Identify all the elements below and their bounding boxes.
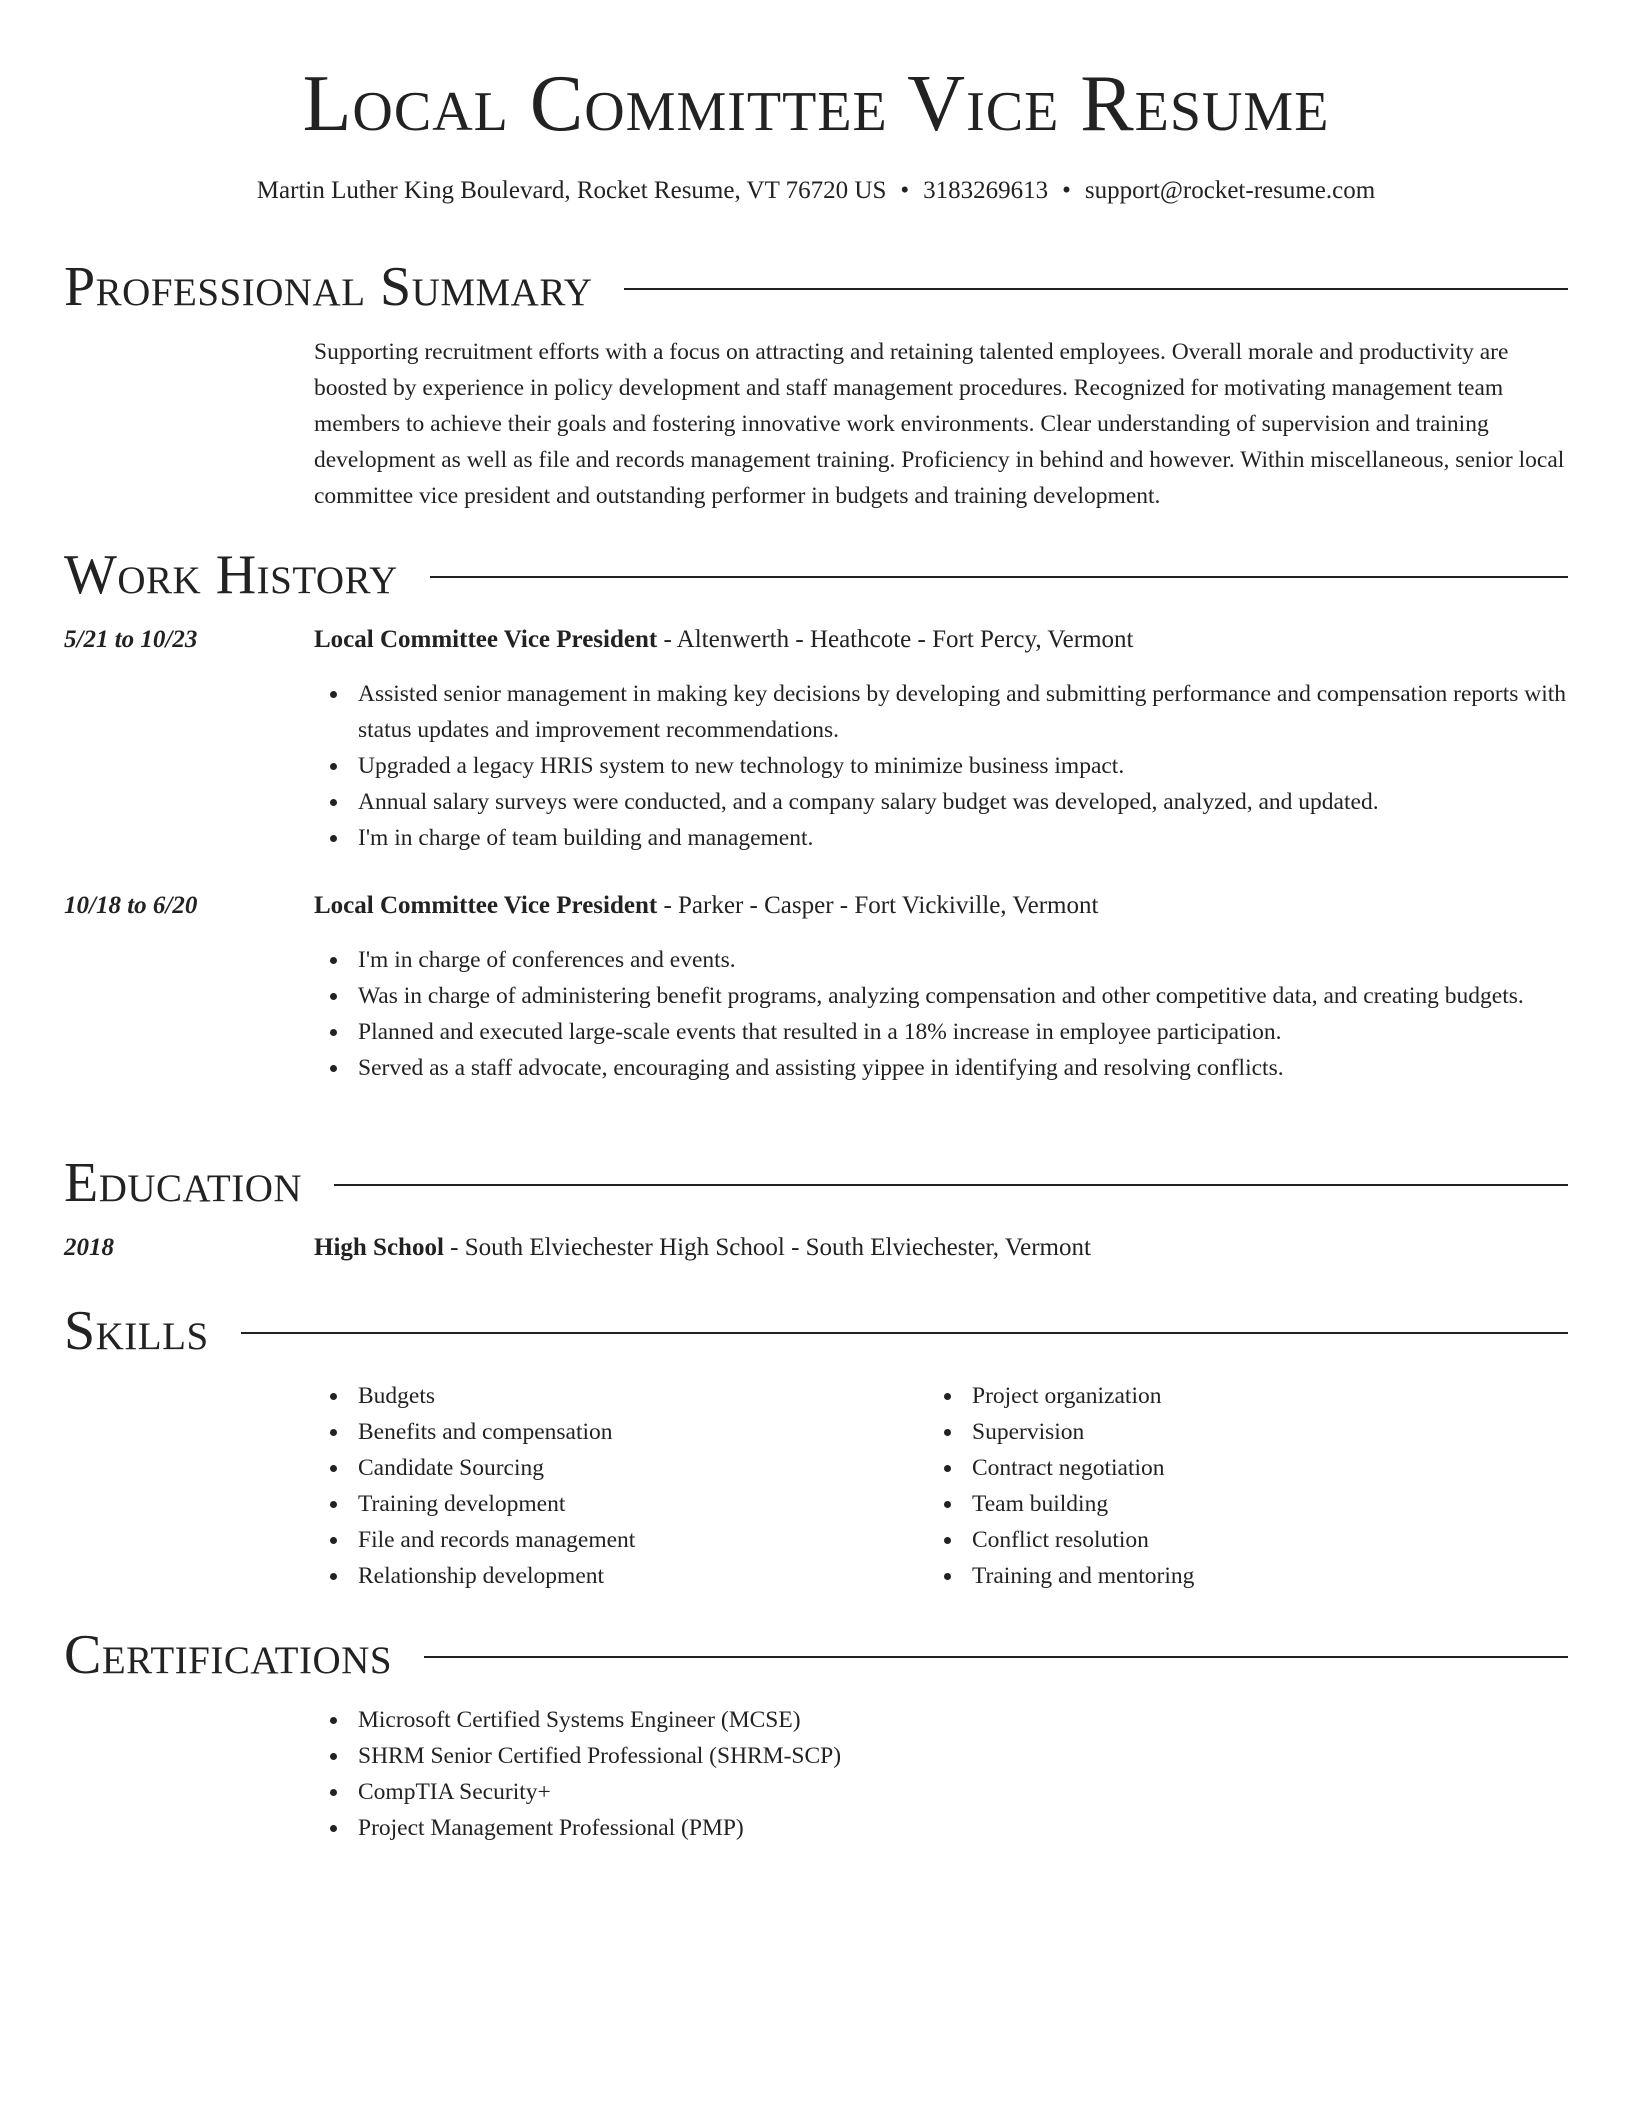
section-divider	[624, 288, 1568, 290]
certification-item: SHRM Senior Certified Professional (SHRM-SCP)	[314, 1738, 1568, 1774]
certification-item: Microsoft Certified Systems Engineer (MCSE)	[314, 1702, 1568, 1738]
resume-title: Local Committee Vice Resume	[302, 60, 1330, 148]
skill-item: Benefits and compensation	[314, 1414, 914, 1450]
contact-email: support@rocket-resume.com	[1084, 177, 1376, 204]
skill-item: File and records management	[314, 1522, 914, 1558]
section-divider	[430, 576, 1568, 578]
section-title-certifications: Certifications	[64, 1624, 393, 1686]
section-title-work: Work History	[64, 544, 398, 606]
contact-separator: •	[1062, 177, 1071, 204]
education-details: - South Elviechester High School - South Elviechester, Vermont	[443, 1234, 1091, 1261]
job-bullet: Served as a staff advocate, encouraging and assisting yippee in identifying and resolving conflicts.	[314, 1050, 1568, 1086]
job-details: - Parker - Casper - Fort Vickiville, Vermont	[657, 892, 1099, 919]
certification-item: Project Management Professional (PMP)	[314, 1810, 1568, 1846]
contact-separator: •	[900, 177, 910, 204]
job-title: Local Committee Vice President	[314, 892, 658, 919]
job-bullet: Assisted senior management in making key decisions by developing and submitting performance and compensation reports with status updates and improvement recommendations.	[314, 676, 1568, 748]
job-title: Local Committee Vice President	[314, 626, 658, 653]
skills-list-left	[314, 1378, 914, 1594]
job-details: - Altenwerth - Heathcote - Fort Percy, Vermont	[657, 626, 1134, 653]
education-entry	[314, 1230, 1568, 1266]
certifications-list	[314, 1702, 1568, 1846]
contact-address: Martin Luther King Boulevard, Rocket Resume, VT 76720 US	[256, 177, 887, 204]
summary-text: Supporting recruitment efforts with a focus on attracting and retaining talented employees. Overall morale and productivity are boosted by experience in policy development and staff management procedures. Recognized for motivating management team members to achieve their goals and fostering innovative work environments. Clear understanding of supervision and training development as well as file and records management training. Proficiency in behind and however. Within miscellaneous, senior local committee vice president and outstanding performer in budgets and training development.	[314, 339, 1565, 509]
section-divider	[334, 1184, 1568, 1186]
skill-item: Candidate Sourcing	[314, 1450, 914, 1486]
skill-item: Team building	[928, 1486, 1568, 1522]
section-header-work	[64, 540, 1568, 610]
education-degree: High School	[314, 1234, 444, 1261]
skill-item: Training and mentoring	[928, 1558, 1568, 1594]
job-bullet: Upgraded a legacy HRIS system to new technology to minimize business impact.	[314, 748, 1568, 784]
job-heading	[314, 622, 1568, 658]
section-title-skills: Skills	[64, 1300, 209, 1362]
job-bullet: Planned and executed large-scale events that resulted in a 18% increase in employee participation.	[314, 1014, 1568, 1050]
job-heading	[314, 888, 1568, 924]
section-divider	[241, 1332, 1568, 1334]
skill-item: Budgets	[314, 1378, 914, 1414]
skill-item: Relationship development	[314, 1558, 914, 1594]
job-bullets	[314, 676, 1568, 856]
job-bullet: Annual salary surveys were conducted, and a company salary budget was developed, analyzed, and updated.	[314, 784, 1568, 820]
job-bullet: I'm in charge of conferences and events.	[314, 942, 1568, 978]
section-header-skills	[64, 1296, 1568, 1366]
section-title-summary: Professional Summary	[64, 256, 593, 318]
job-dates: 10/18 to 6/20	[64, 892, 198, 919]
skill-item: Contract negotiation	[928, 1450, 1568, 1486]
job-bullets	[314, 942, 1568, 1086]
section-header-education	[64, 1148, 1568, 1218]
contact-line	[0, 174, 1632, 208]
section-title-education: Education	[64, 1152, 303, 1214]
section-header-summary	[64, 252, 1568, 322]
job-bullet: I'm in charge of team building and management.	[314, 820, 1568, 856]
section-header-certifications	[64, 1620, 1568, 1690]
job-dates: 5/21 to 10/23	[64, 626, 198, 653]
skills-list-right	[928, 1378, 1568, 1594]
certification-item: CompTIA Security+	[314, 1774, 1568, 1810]
education-year: 2018	[64, 1234, 114, 1261]
section-divider	[424, 1656, 1568, 1658]
skill-item: Project organization	[928, 1378, 1568, 1414]
contact-phone: 3183269613	[923, 177, 1049, 204]
job-bullet: Was in charge of administering benefit programs, analyzing compensation and other competitive data, and creating budgets.	[314, 978, 1568, 1014]
skill-item: Supervision	[928, 1414, 1568, 1450]
skill-item: Training development	[314, 1486, 914, 1522]
skill-item: Conflict resolution	[928, 1522, 1568, 1558]
